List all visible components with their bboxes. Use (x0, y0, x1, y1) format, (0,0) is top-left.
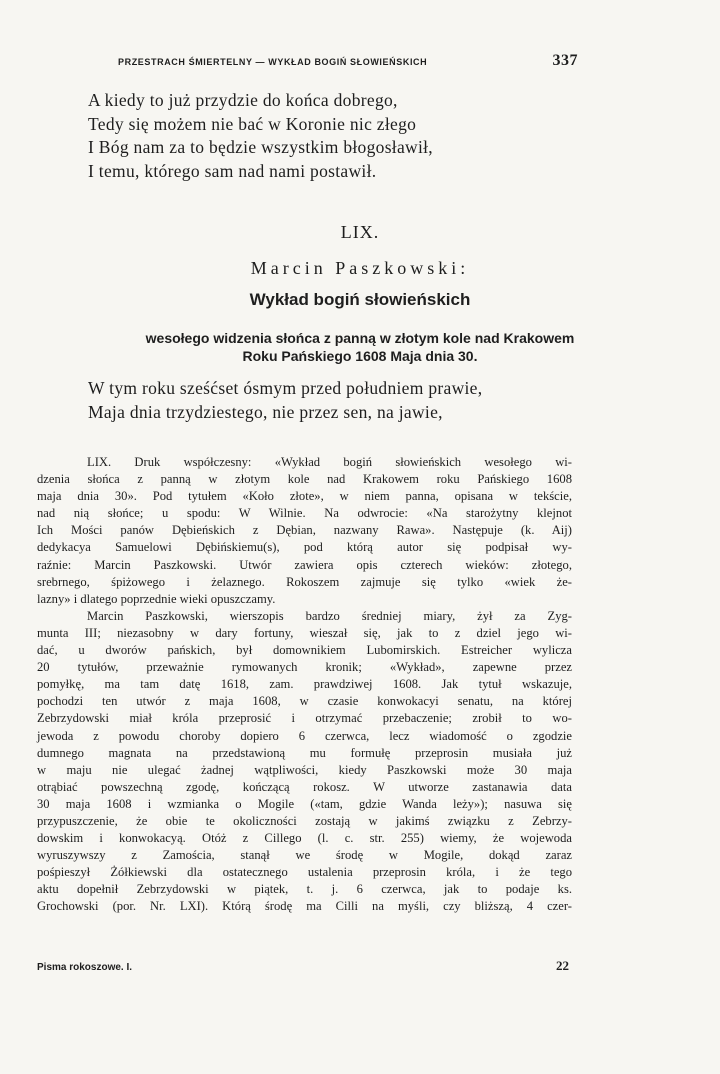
note-line: nad nią słońce; u spodu: W Wilnie. Na odwrocie: «Na starożytny klejnot (37, 506, 572, 521)
note-line: dzenia słońca z panną w złotym kole nad Krakowem roku Pańskiego 1608 (37, 472, 572, 487)
poem-line: Maja dnia trzydziestego, nie przez sen, na jawie, (88, 401, 443, 422)
sheet-number: 22 (556, 958, 569, 973)
editorial-notes (37, 454, 572, 916)
poem-line: A kiedy to już przydzie do końca dobrego, (88, 90, 398, 110)
page-footer (37, 958, 569, 974)
note-line: w maju nie ulegać żadnej wątpliwości, kiedy Paszkowski może 30 maja (37, 762, 572, 777)
note-line: maja dnia 30». Pod tytułem «Koło złote», w niem panna, opisana w tekście, (37, 489, 572, 504)
note-line: pomyłkę, ma tam datę 1618, zam. prawdziwej 1608. Jak tytuł wskazuje, (37, 677, 572, 692)
note-line: dać, u dworów pańskich, był domownikiem Lubomirskich. Estreicher wylicza (37, 643, 572, 658)
note-line: srebrnego, śpiżowego i żelaznego. Rokoszem zajmuje się tylko «wiek że- (37, 574, 572, 589)
note-paragraph-2 (37, 608, 572, 916)
section-author: Marcin Paszkowski: (250, 258, 470, 278)
note-line: 30 maja 1608 i wzmianka o Mogile («tam, gdzie Wanda leży»); nasuwa się (37, 796, 572, 811)
section-numeral: LIX. (340, 222, 380, 242)
subtitle-line: Roku Pańskiego 1608 Maja dnia 30. (242, 348, 478, 364)
note-line: aktu dopełnił Zebrzydowski w piątek, t. j. 6 czerwca, jak to podaje ks. (37, 882, 572, 897)
poem-stanza-top (88, 89, 608, 183)
subtitle-line: wesołego widzenia słońca z panną w złotym kole nad Krakowem (145, 330, 575, 346)
note-line: Ich Mości panów Dębieńskich z Dębian, nazwany Rawa». Następuje (k. Aij) (37, 523, 572, 538)
note-line: przypuszczenie, że obie te okoliczności zostają w jakimś związku z Zebrzy- (37, 813, 572, 828)
note-line: wyruszywszy z Zamościa, stanął we środę w Mogile, dokąd zaraz (37, 848, 572, 863)
poem-line: I Bóg nam za to będzie wszystkim błogosławił, (88, 137, 433, 157)
section-title: Wykład bogiń słowieńskich (249, 290, 471, 309)
note-line: dedykacya Samuelowi Dębińskiemu(s), pod którą autor się podpisał wy- (37, 540, 572, 555)
note-line: pośpieszył Żółkiewski dla ostatecznego ustalenia przeprosin króla, i że tego (37, 865, 572, 880)
running-head (118, 52, 578, 70)
note-line: Marcin Paszkowski, wierszopis bardzo średniej miary, żył za Zyg- (87, 608, 572, 623)
note-line: raźnie: Marcin Paszkowski. Utwór zawiera opis czterech wieków: złotego, (37, 557, 572, 572)
poem-stanza-bottom (88, 377, 608, 424)
note-line: dowskim i konwokacyą. Otóż z Cillego (l. c. str. 255) wiemy, że wojewoda (37, 831, 572, 846)
running-title: PRZESTRACH ŚMIERTELNY — WYKŁAD BOGIŃ SŁOWIEŃSKICH (118, 57, 428, 67)
section-subtitle (0, 329, 720, 365)
page-number: 337 (552, 52, 578, 69)
note-line: munta III; niezasobny w dary fortuny, wieszał się, jak to z dziel jego wi- (37, 625, 572, 640)
note-line: 20 tytułów, przeważnie rymowanych kronik; «Wykład», zapewne przez (37, 660, 572, 675)
note-line: pochodzi ten utwór z maja 1608, w czasie konwokacyi senatu, na której (37, 694, 572, 709)
note-line: LIX. Druk współczesny: «Wykład bogiń słowieńskich wesołego wi- (87, 455, 572, 469)
note-paragraph-1 (37, 454, 572, 608)
poem-line: I temu, którego sam nad nami postawił. (88, 160, 377, 181)
note-line: jewoda z powodu choroby dopiero 6 czerwca, lecz wiadomość o zgodzie (37, 728, 572, 743)
poem-line: Tedy się możem nie bać w Koronie nic złego (88, 113, 417, 134)
note-line: otrąbiać powszechną zgodę, kończącą rokosz. W utworze zastanawia data (37, 779, 572, 794)
note-line: lazny» i dlatego poprzednie wieki opuszczamy. (37, 591, 276, 606)
note-line: Zebrzydowski miał króla przeprosić i otrzymać przebaczenie; zrobił to wo- (37, 711, 572, 726)
note-line: Grochowski (por. Nr. LXI). Którą środę ma Cilli na myśli, czy bliższą, 4 czer- (37, 899, 572, 914)
note-line: dumnego magnata na przedstawioną mu formułę przeprosin musiała już (37, 745, 572, 760)
poem-line: W tym roku sześćset ósmym przed południem prawie, (88, 378, 483, 398)
printer-signature: Pisma rokoszowe. I. (37, 962, 133, 973)
